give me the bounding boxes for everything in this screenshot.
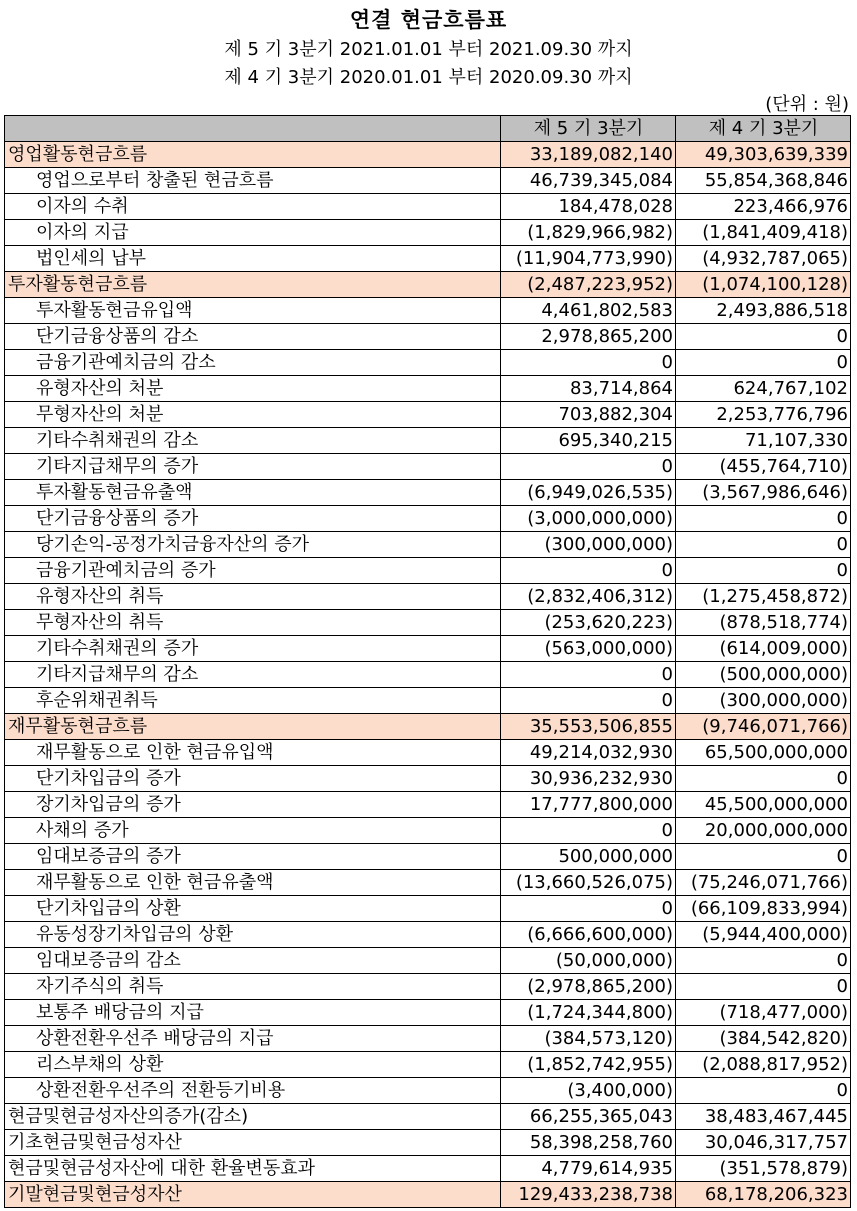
- table-row: [5, 1078, 851, 1104]
- row-label: 영업으로부터 창출된 현금흐름: [5, 168, 501, 194]
- cash-flow-table: [4, 115, 851, 1208]
- previous-period-value: (66,109,833,994): [676, 896, 851, 922]
- previous-period-value: 38,483,467,445: [676, 1104, 851, 1130]
- row-label: 당기손익-공정가치금융자산의 증가: [5, 532, 501, 558]
- row-label: 영업활동현금흐름: [5, 142, 501, 168]
- table-row: [5, 636, 851, 662]
- current-period-value: 129,433,238,738: [501, 1182, 676, 1208]
- previous-period-value: (2,088,817,952): [676, 1052, 851, 1078]
- current-period-value: 30,936,232,930: [501, 766, 676, 792]
- row-label: 이자의 지급: [5, 220, 501, 246]
- table-row: [5, 376, 851, 402]
- table-row: [5, 766, 851, 792]
- current-period-value: 0: [501, 662, 676, 688]
- row-label: 이자의 수취: [5, 194, 501, 220]
- previous-period-value: (4,932,787,065): [676, 246, 851, 272]
- table-row: [5, 428, 851, 454]
- previous-period-value: 0: [676, 1078, 851, 1104]
- row-label: 금융기관예치금의 증가: [5, 558, 501, 584]
- previous-period-value: (500,000,000): [676, 662, 851, 688]
- row-label: 유형자산의 취득: [5, 584, 501, 610]
- previous-period-value: 0: [676, 766, 851, 792]
- previous-period-line: 제 4 기 3분기 2020.01.01 부터 2020.09.30 까지: [224, 67, 633, 88]
- current-period-value: (563,000,000): [501, 636, 676, 662]
- current-period-value: (300,000,000): [501, 532, 676, 558]
- row-label: 단기차입금의 상환: [5, 896, 501, 922]
- table-row: [5, 1156, 851, 1182]
- table-row: [5, 870, 851, 896]
- current-period-value: 695,340,215: [501, 428, 676, 454]
- row-label: 무형자산의 처분: [5, 402, 501, 428]
- current-period-value: 0: [501, 688, 676, 714]
- table-row: [5, 298, 851, 324]
- row-label: 보통주 배당금의 지급: [5, 1000, 501, 1026]
- previous-period-value: (3,567,986,646): [676, 480, 851, 506]
- row-label: 기초현금및현금성자산: [5, 1130, 501, 1156]
- previous-period-value: 0: [676, 948, 851, 974]
- current-period-value: (50,000,000): [501, 948, 676, 974]
- table-row: [5, 610, 851, 636]
- table-row: [5, 1052, 851, 1078]
- current-period-value: (1,852,742,955): [501, 1052, 676, 1078]
- row-label: 단기금융상품의 감소: [5, 324, 501, 350]
- current-period-value: (1,829,966,982): [501, 220, 676, 246]
- current-period-value: 4,461,802,583: [501, 298, 676, 324]
- current-period-value: (384,573,120): [501, 1026, 676, 1052]
- current-period-value: 46,739,345,084: [501, 168, 676, 194]
- table-row: [5, 1104, 851, 1130]
- current-period-value: 83,714,864: [501, 376, 676, 402]
- previous-period-value: 0: [676, 558, 851, 584]
- current-period-value: 500,000,000: [501, 844, 676, 870]
- current-period-value: 35,553,506,855: [501, 714, 676, 740]
- table-row: [5, 1000, 851, 1026]
- current-period-value: 184,478,028: [501, 194, 676, 220]
- previous-period-value: 2,253,776,796: [676, 402, 851, 428]
- current-period-line: 제 5 기 3분기 2021.01.01 부터 2021.09.30 까지: [224, 39, 633, 60]
- table-row: [5, 480, 851, 506]
- current-period-value: 58,398,258,760: [501, 1130, 676, 1156]
- current-period-value: (2,832,406,312): [501, 584, 676, 610]
- previous-period-value: 0: [676, 532, 851, 558]
- row-label: 임대보증금의 증가: [5, 844, 501, 870]
- header-current-period: 제 5 기 3분기: [501, 116, 676, 142]
- table-row: [5, 324, 851, 350]
- previous-period-value: 0: [676, 844, 851, 870]
- current-period-value: (3,000,000,000): [501, 506, 676, 532]
- row-label: 기타수취채권의 증가: [5, 636, 501, 662]
- current-period-value: (11,904,773,990): [501, 246, 676, 272]
- row-label: 재무활동으로 인한 현금유출액: [5, 870, 501, 896]
- current-period-value: 0: [501, 818, 676, 844]
- table-row: [5, 662, 851, 688]
- current-period-value: (6,949,026,535): [501, 480, 676, 506]
- current-period-value: (253,620,223): [501, 610, 676, 636]
- table-row: [5, 922, 851, 948]
- previous-period-value: (75,246,071,766): [676, 870, 851, 896]
- table-row: [5, 974, 851, 1000]
- row-label: 상환전환우선주 배당금의 지급: [5, 1026, 501, 1052]
- previous-period-value: 0: [676, 324, 851, 350]
- table-row: [5, 168, 851, 194]
- row-label: 기타지급채무의 감소: [5, 662, 501, 688]
- previous-period-value: 0: [676, 974, 851, 1000]
- previous-period-value: 0: [676, 506, 851, 532]
- previous-period-value: 624,767,102: [676, 376, 851, 402]
- row-label: 재무활동현금흐름: [5, 714, 501, 740]
- table-row: [5, 896, 851, 922]
- row-label: 사채의 증가: [5, 818, 501, 844]
- current-period-value: 0: [501, 896, 676, 922]
- row-label: 후순위채권취득: [5, 688, 501, 714]
- section-row: [5, 1182, 851, 1208]
- table-body: [5, 142, 851, 1208]
- section-row: [5, 272, 851, 298]
- current-period-value: (2,487,223,952): [501, 272, 676, 298]
- row-label: 기타수취채권의 감소: [5, 428, 501, 454]
- row-label: 유형자산의 처분: [5, 376, 501, 402]
- table-row: [5, 194, 851, 220]
- previous-period-value: (384,542,820): [676, 1026, 851, 1052]
- row-label: 자기주식의 취득: [5, 974, 501, 1000]
- row-label: 단기차입금의 증가: [5, 766, 501, 792]
- row-label: 투자활동현금흐름: [5, 272, 501, 298]
- row-label: 투자활동현금유출액: [5, 480, 501, 506]
- current-period-value: 66,255,365,043: [501, 1104, 676, 1130]
- previous-period-value: (614,009,000): [676, 636, 851, 662]
- row-label: 금융기관예치금의 감소: [5, 350, 501, 376]
- current-period-value: (2,978,865,200): [501, 974, 676, 1000]
- previous-period-value: 55,854,368,846: [676, 168, 851, 194]
- row-label: 현금및현금성자산에 대한 환율변동효과: [5, 1156, 501, 1182]
- header-label-cell: [5, 116, 501, 142]
- row-label: 리스부채의 상환: [5, 1052, 501, 1078]
- row-label: 기말현금및현금성자산: [5, 1182, 501, 1208]
- row-label: 재무활동으로 인한 현금유입액: [5, 740, 501, 766]
- row-label: 임대보증금의 감소: [5, 948, 501, 974]
- previous-period-value: 49,303,639,339: [676, 142, 851, 168]
- section-row: [5, 714, 851, 740]
- previous-period-value: (1,841,409,418): [676, 220, 851, 246]
- previous-period-value: 223,466,976: [676, 194, 851, 220]
- table-row: [5, 740, 851, 766]
- unit-label: (단위 : 원): [765, 94, 849, 115]
- table-row: [5, 584, 851, 610]
- previous-period-value: 20,000,000,000: [676, 818, 851, 844]
- current-period-value: 703,882,304: [501, 402, 676, 428]
- table-row: [5, 454, 851, 480]
- row-label: 단기금융상품의 증가: [5, 506, 501, 532]
- table-row: [5, 402, 851, 428]
- previous-period-value: 71,107,330: [676, 428, 851, 454]
- row-label: 장기차입금의 증가: [5, 792, 501, 818]
- table-row: [5, 948, 851, 974]
- table-row: [5, 688, 851, 714]
- previous-period-value: (878,518,774): [676, 610, 851, 636]
- row-label: 무형자산의 취득: [5, 610, 501, 636]
- current-period-value: 49,214,032,930: [501, 740, 676, 766]
- current-period-value: 33,189,082,140: [501, 142, 676, 168]
- previous-period-value: 45,500,000,000: [676, 792, 851, 818]
- previous-period-value: (1,074,100,128): [676, 272, 851, 298]
- current-period-value: 0: [501, 454, 676, 480]
- previous-period-value: 30,046,317,757: [676, 1130, 851, 1156]
- table-header-row: [5, 116, 851, 142]
- row-label: 법인세의 납부: [5, 246, 501, 272]
- table-row: [5, 558, 851, 584]
- previous-period-value: (351,578,879): [676, 1156, 851, 1182]
- current-period-value: (3,400,000): [501, 1078, 676, 1104]
- previous-period-value: (5,944,400,000): [676, 922, 851, 948]
- previous-period-value: 68,178,206,323: [676, 1182, 851, 1208]
- table-row: [5, 532, 851, 558]
- previous-period-value: (455,764,710): [676, 454, 851, 480]
- current-period-value: (13,660,526,075): [501, 870, 676, 896]
- section-row: [5, 142, 851, 168]
- statement-title: 연결 현금흐름표: [349, 8, 508, 32]
- row-label: 상환전환우선주의 전환등기비용: [5, 1078, 501, 1104]
- table-row: [5, 246, 851, 272]
- previous-period-value: (9,746,071,766): [676, 714, 851, 740]
- row-label: 투자활동현금유입액: [5, 298, 501, 324]
- table-row: [5, 220, 851, 246]
- table-row: [5, 350, 851, 376]
- previous-period-value: 0: [676, 350, 851, 376]
- table-row: [5, 1130, 851, 1156]
- table-row: [5, 506, 851, 532]
- current-period-value: (1,724,344,800): [501, 1000, 676, 1026]
- row-label: 유동성장기차입금의 상환: [5, 922, 501, 948]
- previous-period-value: 2,493,886,518: [676, 298, 851, 324]
- header-previous-period: 제 4 기 3분기: [676, 116, 851, 142]
- previous-period-value: (718,477,000): [676, 1000, 851, 1026]
- current-period-value: 0: [501, 350, 676, 376]
- current-period-value: 2,978,865,200: [501, 324, 676, 350]
- table-row: [5, 1026, 851, 1052]
- table-row: [5, 818, 851, 844]
- table-row: [5, 844, 851, 870]
- current-period-value: 17,777,800,000: [501, 792, 676, 818]
- row-label: 현금및현금성자산의증가(감소): [5, 1104, 501, 1130]
- current-period-value: 4,779,614,935: [501, 1156, 676, 1182]
- current-period-value: (6,666,600,000): [501, 922, 676, 948]
- current-period-value: 0: [501, 558, 676, 584]
- previous-period-value: 65,500,000,000: [676, 740, 851, 766]
- table-row: [5, 792, 851, 818]
- row-label: 기타지급채무의 증가: [5, 454, 501, 480]
- previous-period-value: (300,000,000): [676, 688, 851, 714]
- previous-period-value: (1,275,458,872): [676, 584, 851, 610]
